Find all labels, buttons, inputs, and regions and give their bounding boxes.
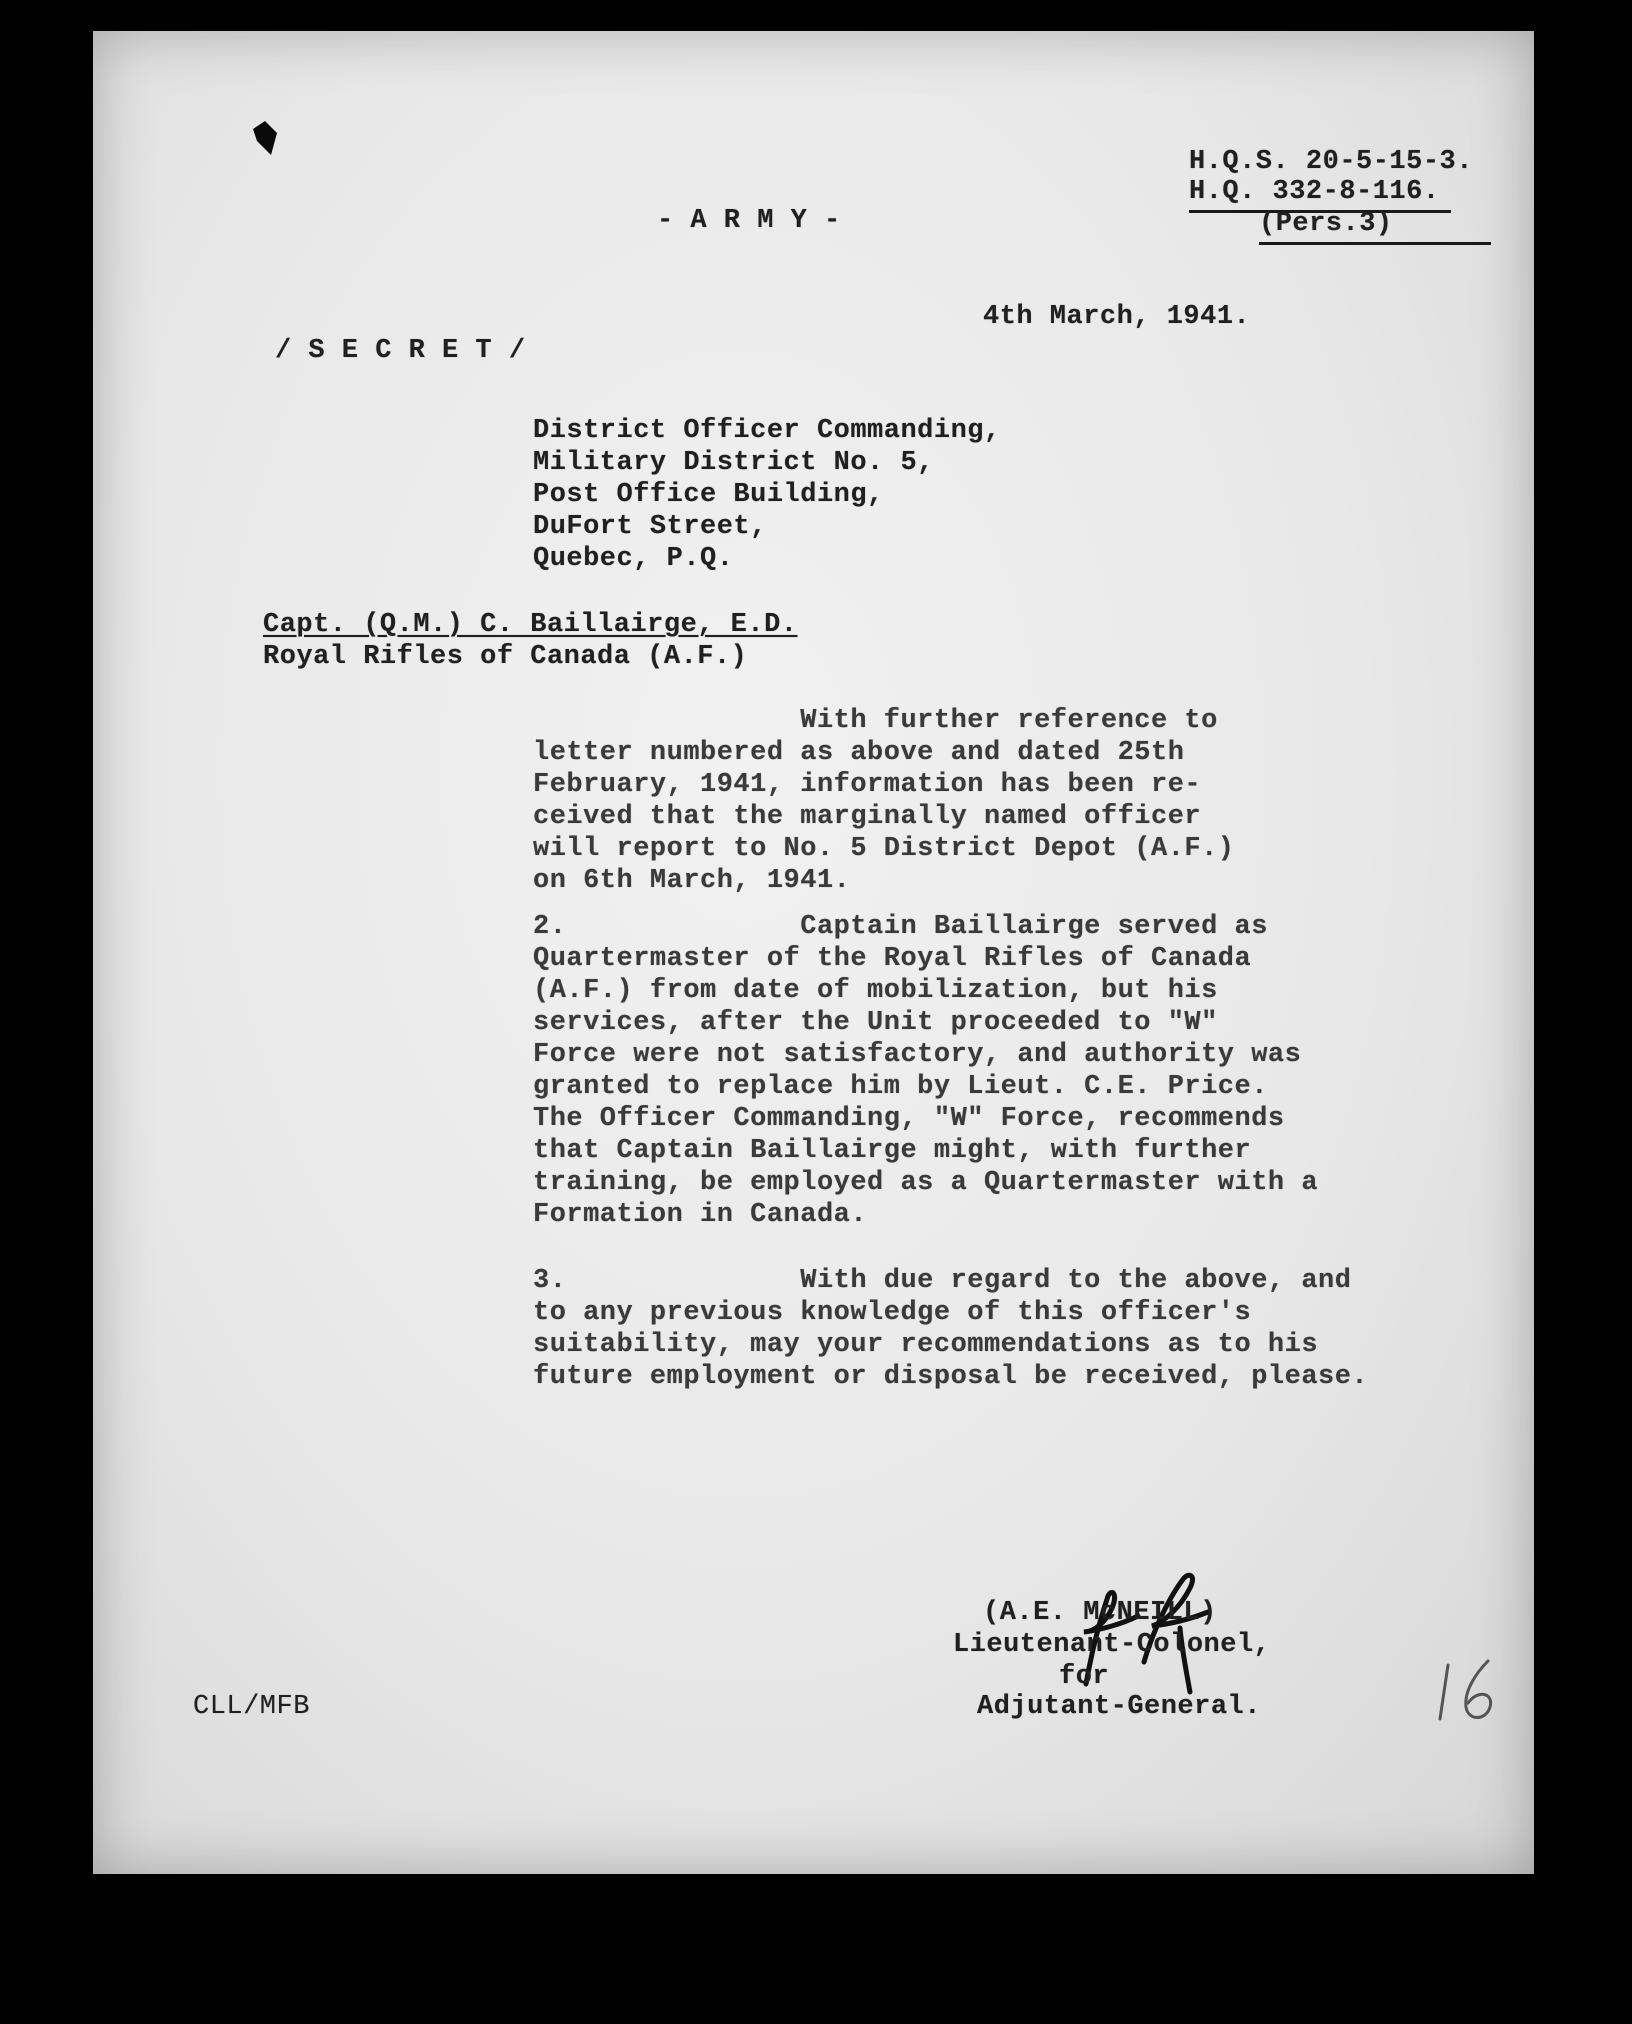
- signatory-name: (A.E. McNEILL): [983, 1598, 1217, 1628]
- secret-classification: / S E C R E T /: [275, 336, 526, 366]
- signatory-rank: Lieutenant-Colonel,: [953, 1630, 1271, 1660]
- paragraph-3: 3. With due regard to the above, and to any previous knowledge of this officer's suitability, may your recommendations as to his future employment or disposal be received, please.: [533, 1266, 1369, 1392]
- signatory-for: for: [1059, 1662, 1110, 1692]
- file-ref-3: (Pers.3): [1259, 208, 1491, 245]
- marginal-officer-name: Capt. (Q.M.) C. Baillairge, E.D.: [263, 610, 798, 640]
- reference-initials: CLL/MFB: [193, 1692, 310, 1722]
- file-ref-1: H.Q.S. 20-5-15-3.: [1189, 147, 1473, 177]
- paragraph-1: With further reference to letter numbered as above and dated 25th February, 1941, information has been re- ceived that the marginally named officer will report to No. 5 District Depot (A.F.) on 6th March, 1941.: [533, 706, 1235, 896]
- army-header: - A R M Y -: [657, 206, 841, 236]
- punch-hole-mark: [251, 119, 281, 159]
- addressee-line: Military District No. 5,: [533, 448, 934, 478]
- addressee-line: Quebec, P.Q.: [533, 544, 734, 574]
- document-page: [93, 31, 1534, 1874]
- marginal-unit: Royal Rifles of Canada (A.F.): [263, 642, 748, 672]
- signatory-office: Adjutant-General.: [977, 1692, 1261, 1722]
- paragraph-2: 2. Captain Baillairge served as Quartermaster of the Royal Rifles of Canada (A.F.) from date of mobilization, but his services, after the Unit proceeded to "W" Force were not satisfactory, and authority was granted to replace him by Lieut. C.E. Price. The Officer Commanding, "W" Force, recommends that Captain Baillairge might, with further training, be employed as a Quartermaster with a Formation in Canada.: [533, 912, 1319, 1230]
- addressee-line: DuFort Street,: [533, 512, 767, 542]
- addressee-line: District Officer Commanding,: [533, 416, 1001, 446]
- file-ref-2: H.Q. 332-8-116.: [1189, 176, 1451, 213]
- handwritten-page-number: [1428, 1649, 1508, 1729]
- letter-date: 4th March, 1941.: [983, 302, 1251, 332]
- addressee-line: Post Office Building,: [533, 480, 884, 510]
